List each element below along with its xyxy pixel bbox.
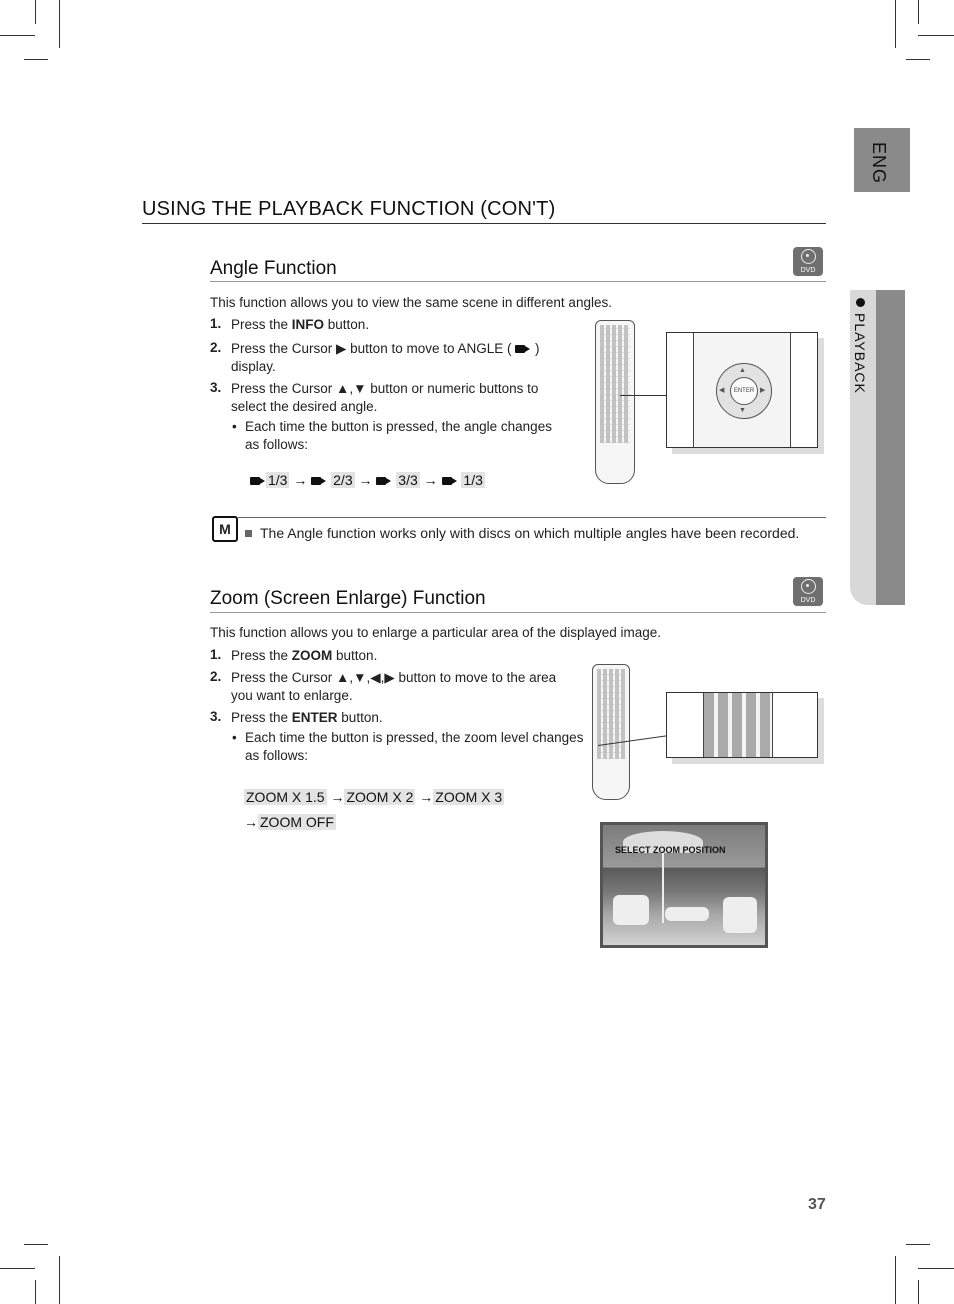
- zoom-step-2: Press the Cursor ▲,▼,◀,▶ button to move to the area you want to enlarge.: [231, 670, 557, 703]
- angle-heading-rule: [210, 281, 826, 282]
- crop-mark: [24, 1244, 48, 1245]
- crop-mark: [918, 1268, 954, 1269]
- angle-step-3: Press the Cursor ▲,▼ button or numeric buttons to select the desired angle.: [231, 381, 539, 414]
- chair-shape: [723, 897, 757, 933]
- screen-caption: SELECT ZOOM POSITION: [615, 845, 726, 855]
- down-arrow-icon: ▼: [739, 407, 746, 414]
- section-label: PLAYBACK: [852, 298, 868, 394]
- crop-mark: [59, 0, 60, 48]
- crop-mark: [59, 1256, 60, 1304]
- right-arrow-icon: ▶: [760, 387, 766, 394]
- remote-control-icon: [595, 320, 635, 484]
- crop-mark: [0, 1268, 35, 1269]
- crop-mark: [895, 1256, 896, 1304]
- language-tab: [854, 128, 910, 192]
- crop-mark: [918, 0, 919, 24]
- angle-heading: Angle Function: [210, 258, 337, 279]
- zoom-screen-image: [600, 822, 768, 948]
- dvd-disc-icon: DVD: [793, 577, 823, 606]
- table-shape: [665, 907, 709, 921]
- page-number: 37: [808, 1196, 826, 1213]
- step-number: 2.: [210, 340, 222, 355]
- crop-mark: [0, 35, 35, 36]
- camera-angle-icon: [376, 474, 392, 486]
- zoom-sequence-line-1: ZOOM X 1.5 → ZOOM X 2 → ZOOM X 3: [246, 789, 503, 805]
- angle-intro: This function allows you to view the same scene in different angles.: [210, 295, 612, 310]
- remote-control-icon: [592, 664, 630, 800]
- note-icon: M: [212, 516, 238, 542]
- step-number: 3.: [210, 709, 222, 724]
- angle-note: The Angle function works only with discs on which multiple angles have been recorded.: [245, 524, 799, 542]
- umbrella-pole: [662, 853, 664, 923]
- zoom-heading: Zoom (Screen Enlarge) Function: [210, 588, 486, 609]
- angle-step-2: Press the Cursor ▶ button to move to ANGLE ( ) display.: [231, 341, 540, 374]
- zoom-intro: This function allows you to enlarge a particular area of the displayed image.: [210, 625, 662, 640]
- remote-detail: [703, 693, 773, 757]
- title-rule: [142, 223, 826, 224]
- bullet-dot-icon: [856, 298, 865, 307]
- remote-detail: [693, 333, 791, 447]
- page-title: USING THE PLAYBACK FUNCTION (CON'T): [142, 198, 556, 220]
- note-rule: [238, 517, 826, 518]
- crop-mark: [906, 59, 930, 60]
- angle-sequence: 1/3 → 2/3 → 3/3 → 1/3: [250, 472, 485, 488]
- zoom-bullet: Each time the button is pressed, the zoom level changes as follows:: [245, 730, 584, 763]
- angle-bullet: Each time the button is pressed, the angle changes as follows:: [245, 419, 552, 452]
- dvd-disc-icon: DVD: [793, 247, 823, 276]
- step-number: 1.: [210, 647, 222, 662]
- camera-angle-icon: [442, 474, 458, 486]
- camera-angle-icon: [515, 342, 531, 354]
- crop-mark: [24, 59, 48, 60]
- remote-zoom-callout: [666, 332, 818, 448]
- enter-button: ENTER: [730, 377, 758, 405]
- camera-angle-icon: [250, 474, 266, 486]
- crop-mark: [918, 35, 954, 36]
- crop-mark: [35, 1280, 36, 1304]
- step-number: 3.: [210, 380, 222, 395]
- step-number: 1.: [210, 316, 222, 331]
- zoom-sequence-line-2: → ZOOM OFF: [244, 814, 334, 830]
- crop-mark: [35, 0, 36, 24]
- crop-mark: [906, 1244, 930, 1245]
- section-tab-accent: [876, 290, 905, 605]
- bullet-mark: •: [232, 419, 237, 434]
- zoom-heading-rule: [210, 612, 826, 613]
- zoom-step-3: Press the ENTER button.: [231, 710, 383, 725]
- step-number: 2.: [210, 669, 222, 684]
- callout-line: [620, 395, 668, 396]
- up-arrow-icon: ▲: [739, 367, 746, 374]
- left-arrow-icon: ◀: [719, 387, 725, 394]
- bullet-mark: •: [232, 730, 237, 745]
- camera-angle-icon: [311, 474, 327, 486]
- remote-zoom-callout: [666, 692, 818, 758]
- language-label: ENG: [869, 142, 889, 185]
- chair-shape: [613, 895, 649, 925]
- angle-step-1: Press the INFO button.: [231, 317, 370, 332]
- crop-mark: [918, 1280, 919, 1304]
- zoom-step-1: Press the ZOOM button.: [231, 648, 378, 663]
- crop-mark: [895, 0, 896, 48]
